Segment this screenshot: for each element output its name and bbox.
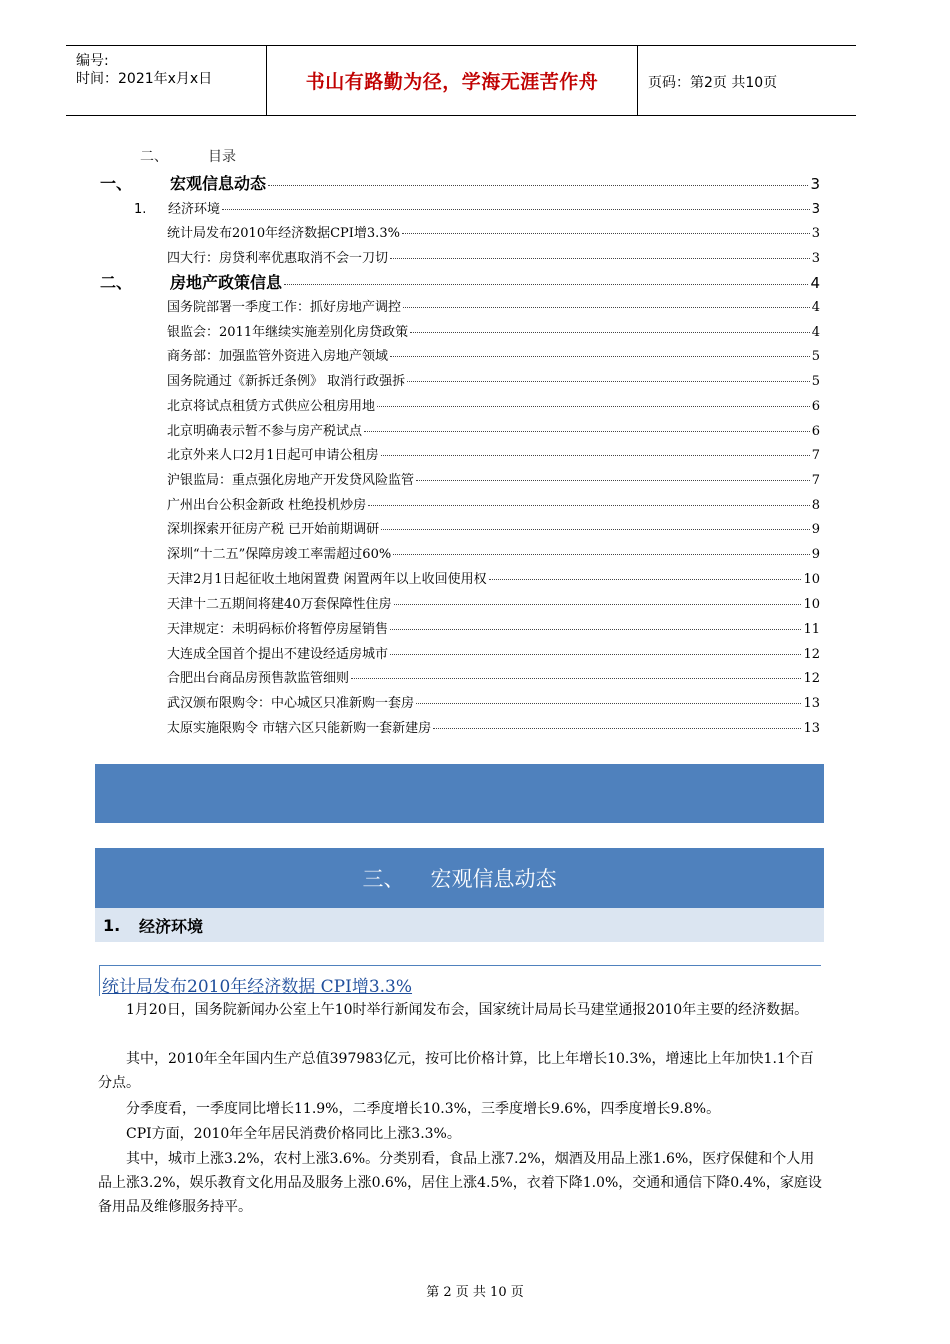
toc-entry[interactable] [100, 171, 820, 194]
section-number: 三、 [362, 867, 405, 891]
toc-entry-text: 房地产政策信息 [170, 273, 283, 292]
toc-leader [268, 185, 808, 186]
toc-entry-page: 3 [811, 226, 820, 241]
header-motto: 书山有路勤为径，学海无涯苦作舟 [305, 71, 599, 93]
toc-entry-page: 3 [811, 251, 820, 266]
toc-heading-text: 目录 [208, 149, 236, 165]
toc-entry-number: 二、 [100, 273, 133, 292]
blank-banner [95, 764, 824, 823]
toc-entry-text: 天津规定：未明码标价将暂停房屋销售 [167, 622, 389, 637]
toc-entry-page: 13 [803, 696, 820, 711]
article-paragraph: CPI方面，2010年全年居民消费价格同比上涨3.3%。 [126, 1126, 461, 1142]
toc-entry-text: 太原实施限购令 市辖六区只能新购一套新建房 [167, 721, 432, 736]
toc-entry-page: 4 [811, 325, 820, 340]
toc-leader [433, 728, 801, 729]
article-title-box [99, 965, 821, 996]
toc-entry-text: 国务院部署一季度工作：抓好房地产调控 [167, 300, 402, 315]
toc-entry-text: 商务部：加强监管外资进入房地产领域 [167, 349, 389, 364]
toc-leader [403, 307, 810, 308]
toc-entry[interactable] [167, 593, 820, 612]
article-paragraph: 分季度看，一季度同比增长11.9%，二季度增长10.3%，三季度增长9.6%，四季度增长9.8%。 [126, 1101, 721, 1117]
toc-entry-text: 宏观信息动态 [170, 174, 267, 193]
header-divider [637, 46, 638, 115]
toc-entry[interactable] [167, 667, 820, 686]
toc-leader [284, 284, 808, 285]
toc-entry-page: 13 [803, 721, 820, 736]
toc-entry-page: 6 [811, 399, 820, 414]
toc-leader [390, 356, 810, 357]
toc-entry-page: 9 [811, 547, 820, 562]
toc-leader [390, 654, 801, 655]
toc-entry-page: 3 [811, 202, 820, 217]
toc-entry-page: 4 [811, 300, 820, 315]
toc-entry-page: 4 [810, 274, 820, 292]
article-paragraph: 1月20日，国务院新闻办公室上午10时举行新闻发布会，国家统计局局长马建堂通报2010年主要的经济数据。 [126, 1002, 809, 1018]
toc-leader [364, 431, 810, 432]
toc-entry-page: 10 [803, 572, 820, 587]
toc-entry-text: 北京明确表示暂不参与房产税试点 [167, 424, 363, 439]
toc-entry-page: 3 [810, 175, 820, 193]
toc-entry-page: 10 [803, 597, 820, 612]
toc-entry[interactable] [167, 543, 820, 562]
toc-entry[interactable] [167, 395, 820, 414]
toc-entry[interactable] [167, 370, 820, 389]
toc-entry-page: 11 [803, 622, 820, 637]
document-code: 编号: [76, 53, 109, 69]
toc-leader [351, 678, 801, 679]
page-header [66, 45, 856, 116]
toc-entry[interactable] [100, 270, 820, 293]
toc-entry[interactable] [167, 717, 820, 736]
toc-entry-page: 8 [811, 498, 820, 513]
toc-heading [140, 146, 236, 166]
toc-leader [407, 381, 810, 382]
subsection-number: 1. [103, 915, 121, 935]
header-page-number: 页码：第2页 共10页 [648, 75, 778, 91]
toc-entry-page: 7 [811, 448, 820, 463]
toc-entry[interactable] [167, 494, 820, 513]
toc-entry-page: 12 [803, 647, 820, 662]
toc-entry[interactable] [167, 518, 820, 537]
toc-entry-page: 5 [811, 374, 820, 389]
toc-entry[interactable] [167, 321, 820, 340]
toc-entry[interactable] [167, 420, 820, 439]
toc-entry-text: 沪银监局：重点强化房地产开发贷风险监管 [167, 473, 415, 488]
toc-leader [390, 629, 801, 630]
toc-entry-text: 大连成全国首个提出不建设经适房城市 [167, 647, 389, 662]
toc-entry[interactable] [167, 618, 820, 637]
toc-entry-text: 北京将试点租赁方式供应公租房用地 [167, 399, 376, 414]
toc-leader [368, 505, 810, 506]
toc-leader [222, 209, 810, 210]
toc-leader [381, 455, 810, 456]
toc-entry-page: 9 [811, 522, 820, 537]
toc-entry[interactable] [167, 345, 820, 364]
toc-entry-text: 北京外来人口2月1日起可申请公租房 [167, 448, 379, 463]
toc-entry[interactable] [167, 222, 820, 241]
toc-leader [416, 480, 810, 481]
toc-entry-text: 银监会：2011年继续实施差别化房贷政策 [167, 325, 409, 340]
toc-entry[interactable] [167, 643, 820, 662]
toc-leader [410, 332, 810, 333]
toc-entry-page: 6 [811, 424, 820, 439]
toc-leader [390, 258, 810, 259]
toc-entry-text: 天津2月1日起征收土地闲置费 闲置两年以上收回使用权 [167, 572, 487, 587]
toc-entry[interactable] [167, 296, 820, 315]
toc-leader [381, 529, 810, 530]
toc-leader [393, 554, 810, 555]
toc-entry[interactable] [134, 198, 820, 217]
page-footer: 第 2 页 共 10 页 [426, 1285, 524, 1300]
toc-entry-number: 一、 [100, 174, 133, 193]
section-title: 宏观信息动态 [430, 867, 557, 891]
article-paragraph: 其中，城市上涨3.2%，农村上涨3.6%。分类别看，食品上涨7.2%，烟酒及用品上涨1.6%，医疗保健和个人用品上涨3.2%，娱乐教育文化用品及服务上涨0.6%，居住上涨4.5%，衣着下降1.0%，交通和通信下降0.4%，家庭设备用品及维修服务持平。 [98, 1151, 822, 1215]
toc-entry-page: 5 [811, 349, 820, 364]
toc-leader [377, 406, 810, 407]
toc-leader [416, 703, 801, 704]
toc-entry[interactable] [167, 692, 820, 711]
header-meta [66, 46, 266, 115]
toc-entry-text: 天津十二五期间将建40万套保障性住房 [167, 597, 392, 612]
document-time: 时间：2021年x月x日 [76, 71, 213, 87]
toc-entry-text: 经济环境 [168, 202, 221, 217]
toc-entry[interactable] [167, 469, 820, 488]
toc-entry-text: 统计局发布2010年经济数据CPI增3.3% [167, 226, 400, 241]
toc-leader [402, 233, 810, 234]
toc-entry-text: 深圳探索开征房产税 已开始前期调研 [167, 522, 380, 537]
article-title-link[interactable]: 统计局发布2010年经济数据 CPI增3.3% [102, 977, 413, 997]
toc-entry-text: 四大行：房贷利率优惠取消不会一刀切 [167, 251, 389, 266]
toc-entry-text: 武汉颁布限购令：中心城区只准新购一套房 [167, 696, 415, 711]
toc-entry-page: 7 [811, 473, 820, 488]
toc-leader [489, 579, 802, 580]
toc-entry-page: 12 [803, 671, 820, 686]
section-banner [95, 848, 824, 908]
toc-entry-number: 1. [134, 202, 147, 217]
toc-leader [394, 604, 802, 605]
toc-entry-text: 合肥出台商品房预售款监管细则 [167, 671, 350, 686]
subsection-title: 经济环境 [139, 916, 204, 936]
subsection-heading [95, 908, 824, 942]
toc-entry[interactable] [167, 247, 820, 266]
toc-entry-text: 国务院通过《新拆迁条例》 取消行政强拆 [167, 374, 406, 389]
toc-entry-text: 广州出台公积金新政 杜绝投机炒房 [167, 498, 367, 513]
article-paragraph: 其中，2010年全年国内生产总值397983亿元，按可比价格计算，比上年增长10.3%，增速比上年加快1.1个百分点。 [98, 1051, 814, 1091]
toc-entry-text: 深圳“十二五”保障房竣工率需超过60% [167, 547, 392, 562]
toc-entry[interactable] [167, 444, 820, 463]
toc-heading-number: 二、 [140, 149, 168, 165]
toc-entry[interactable] [167, 568, 820, 587]
